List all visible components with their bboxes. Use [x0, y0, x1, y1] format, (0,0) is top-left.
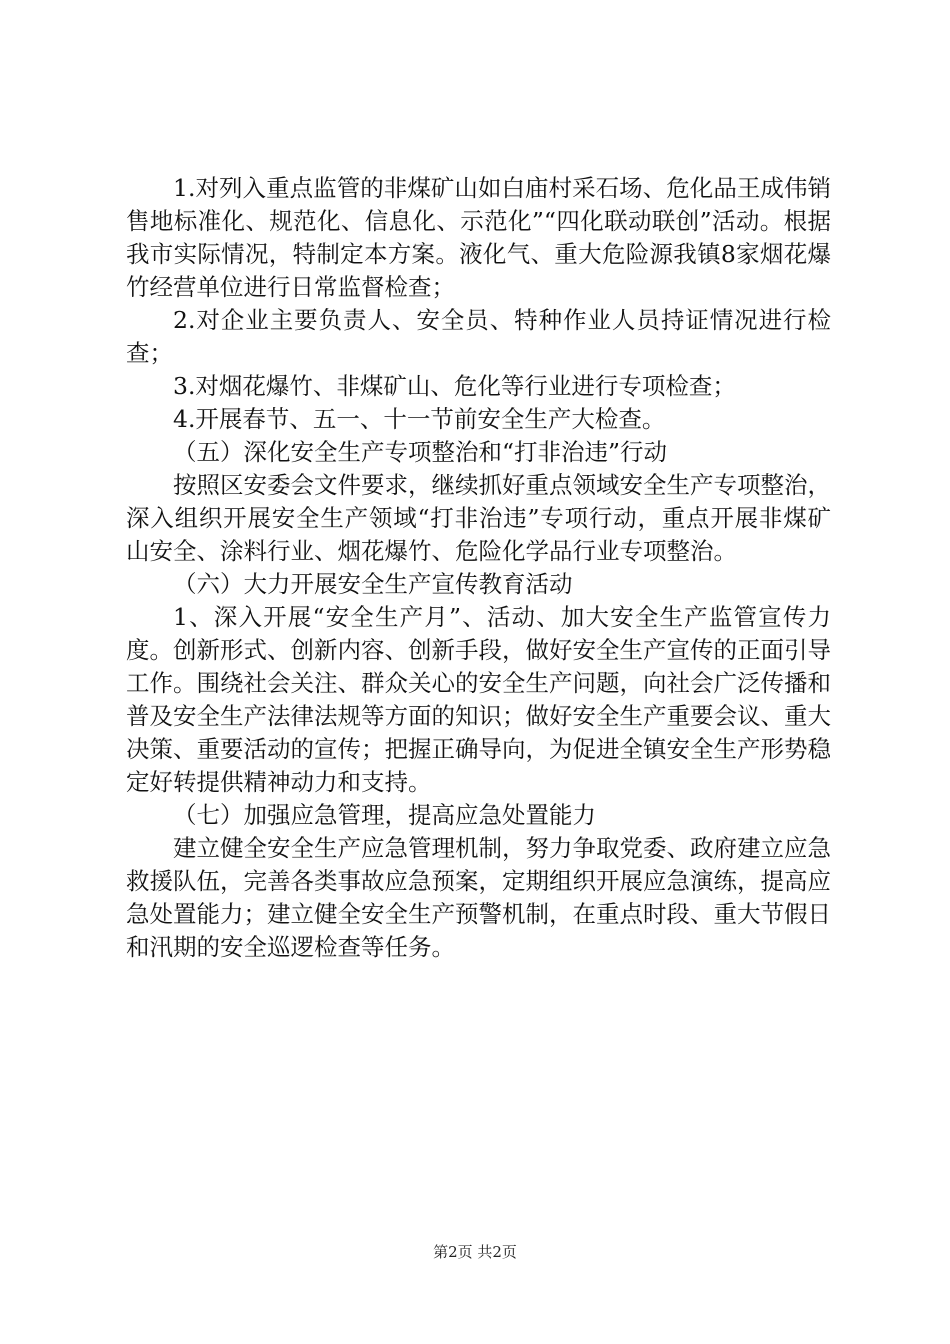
section-heading-7: （七）加强应急管理，提高应急处置能力 — [173, 801, 596, 829]
paragraph-item-3-special-inspection: 3.对烟花爆竹、非煤矿山、危化等行业进行专项检查； — [173, 372, 736, 400]
document-body — [126, 172, 831, 964]
section-heading-6: （六）大力开展安全生产宣传教育活动 — [173, 570, 573, 598]
page-footer — [0, 1242, 950, 1262]
page-number-label: 第2页 共2页 — [433, 1243, 517, 1261]
section-heading-5: （五）深化安全生产专项整治和“打非治违”行动 — [173, 438, 668, 466]
paragraph-section-7-body: 建立健全安全生产应急管理机制，努力争取党委、政府建立应急救援队伍，完善各类事故应急预案，定期组织开展应急演练，提高应急处置能力；建立健全安全生产预警机制，在重点时段、重大节假日和汛期的安全巡逻检查等任务。 — [126, 834, 831, 961]
paragraph-section-5-body: 按照区安委会文件要求，继续抓好重点领域安全生产专项整治，深入组织开展安全生产领域“打非治违”专项行动，重点开展非煤矿山安全、涂料行业、烟花爆竹、危险化学品行业专项整治。 — [126, 471, 831, 565]
paragraph-item-1-inspection: 1.对列入重点监管的非煤矿山如白庙村采石场、危化品王成伟销售地标准化、规范化、信息化、示范化”“四化联动联创”活动。根据我市实际情况，特制定本方案。液化气、重大危险源我镇8家烟花爆竹经营单位进行日常监督检查； — [126, 174, 831, 301]
paragraph-item-2-certification: 2.对企业主要负责人、安全员、特种作业人员持证情况进行检查； — [126, 306, 831, 367]
paragraph-item-4-holiday-inspection: 4.开展春节、五一、十一节前安全生产大检查。 — [173, 405, 666, 433]
paragraph-section-6-body: 1、深入开展“安全生产月”、活动、加大安全生产监管宣传力度。创新形式、创新内容、创新手段，做好安全生产宣传的正面引导工作。围绕社会关注、群众关心的安全生产问题，向社会广泛传播和普及安全生产法律法规等方面的知识；做好安全生产重要会议、重大决策、重要活动的宣传；把握正确导向，为促进全镇安全生产形势稳定好转提供精神动力和支持。 — [126, 603, 831, 796]
